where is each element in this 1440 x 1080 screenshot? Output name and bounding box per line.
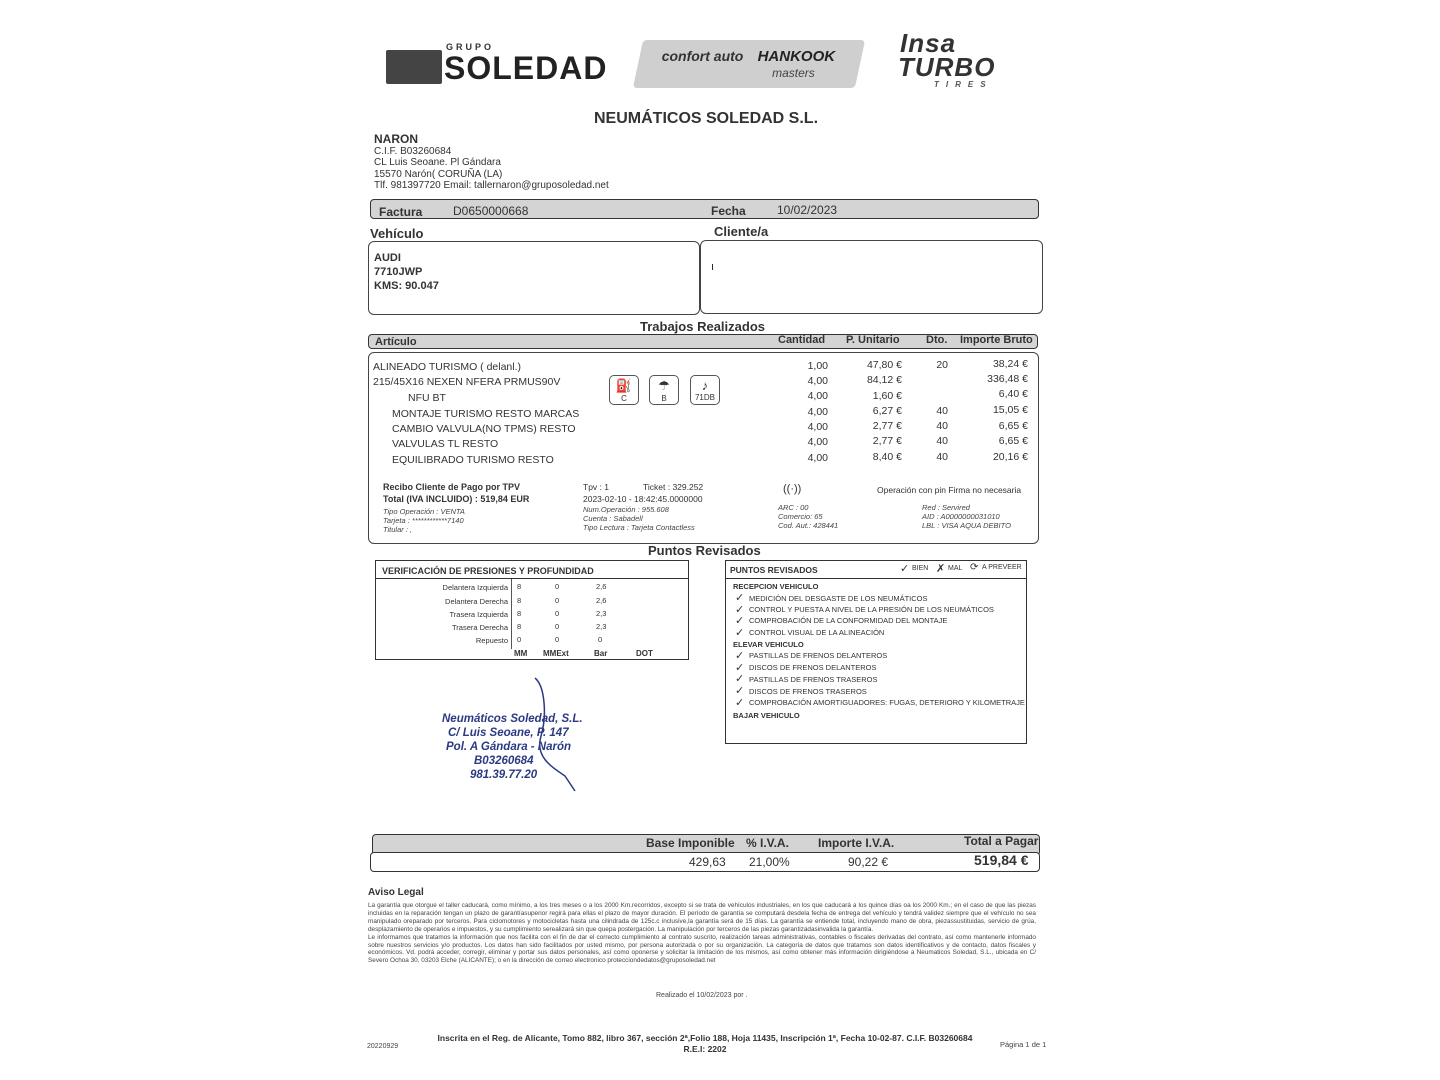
client-box bbox=[700, 240, 1043, 314]
tpv-comercio: Comercio: 65 bbox=[778, 512, 823, 521]
fecha-value: 10/02/2023 bbox=[777, 203, 838, 217]
fuel-efficiency-label bbox=[609, 375, 639, 405]
fuel-class: C bbox=[621, 394, 627, 403]
soledad-logo bbox=[386, 42, 608, 88]
pressure-bar: 2,6 bbox=[596, 582, 607, 591]
check-icon: ✓ bbox=[735, 592, 745, 604]
col-articulo: Artículo bbox=[375, 336, 417, 348]
tpv-pin-note: Operación con pin Firma no necesaria bbox=[877, 485, 1022, 495]
legal-paragraph: La garantía que otorgue el taller caducará, como mínimo, a los tres meses o a los 2000 Km.recorridos, excepto si se trata de vehículos industriales, en los que caducará a los quince días oa los 2000 Km.; en el caso de que las piezas incluidas en la reparación tengan un plazo de garantíasuperior regirá para ellas el plazo de mayor duración. El período de garantía se computará desdela fecha de entrega del vehículo y tendrá validez siempre que el vehículo no sea manipulado oreparado por terceros. Para ciclomotores y motocicletas hasta una cilindrada de 125c.c inclusive,la garantía será de 15 días. La garantía se entiende total, incluyendo mano de obra, piezassustituidas, servicio de grúa, desplazamiento de operarios e impuestos, y su cumplimiento serealizará sin que quepa postergación. La manipulación por terceros de las piezas garantizadasinvalida la garantía. bbox=[368, 902, 1036, 933]
page-number: Página 1 de 1 bbox=[1000, 1040, 1047, 1049]
row-total: 6,65 € bbox=[998, 435, 1028, 447]
row-desc: ALINEADO TURISMO ( delanl.) bbox=[373, 361, 522, 373]
review-item: COMPROBACIÓN DE LA CONFORMIDAD DEL MONTAJE bbox=[749, 616, 948, 625]
row-unit: 47,80 € bbox=[866, 359, 902, 371]
col-unitario: P. Unitario bbox=[846, 334, 900, 346]
pressure-label: Delantera Derecha bbox=[445, 597, 508, 606]
legend-bad: MAL bbox=[948, 565, 963, 572]
row-desc: MONTAJE TURISMO RESTO MARCAS bbox=[392, 408, 580, 420]
pressure-mmext: 0 bbox=[555, 596, 560, 605]
review-item: PASTILLAS DE FRENOS DELANTEROS bbox=[749, 651, 888, 660]
pressure-divider bbox=[511, 579, 512, 649]
row-qty: 1,00 bbox=[807, 360, 828, 372]
row-total: 336,48 € bbox=[987, 373, 1028, 385]
noise-label bbox=[690, 375, 720, 405]
realizado-text: Realizado el 10/02/2023 por . bbox=[656, 992, 748, 999]
row-qty: 4,00 bbox=[807, 436, 828, 448]
base-value: 429,63 bbox=[689, 855, 726, 869]
row-dto: 20 bbox=[936, 359, 948, 371]
pressure-header: VERIFICACIÓN DE PRESIONES Y PROFUNDIDAD bbox=[376, 561, 688, 579]
row-total: 6,40 € bbox=[998, 388, 1028, 400]
review-section-lift: ELEVAR VEHICULO bbox=[733, 640, 804, 649]
row-unit: 1,60 € bbox=[872, 390, 902, 402]
tpv-title: Recibo Cliente de Pago por TPV bbox=[383, 482, 521, 492]
iva-pct-label: % I.V.A. bbox=[746, 836, 789, 850]
tires-text: TIRES bbox=[934, 80, 993, 89]
vehicle-plate: 7710JWP bbox=[374, 266, 423, 278]
vehicle-details bbox=[374, 251, 439, 293]
wet-class: B bbox=[661, 394, 667, 403]
row-total: 38,24 € bbox=[992, 358, 1028, 370]
check-icon: ✓ bbox=[735, 615, 745, 627]
row-unit: 6,27 € bbox=[872, 405, 902, 417]
company-address bbox=[374, 134, 609, 192]
pressure-label: Trasera Derecha bbox=[452, 623, 508, 632]
pressure-mm: 8 bbox=[517, 609, 522, 618]
review-item: CONTROL Y PUESTA A NIVEL DE LA PRESIÓN DE LOS NEUMÁTICOS bbox=[749, 605, 994, 614]
confort-auto-text: confort auto bbox=[661, 48, 744, 64]
tpv-cod-aut: Cod. Aut.: 428441 bbox=[778, 521, 839, 530]
legend-ok: BIEN bbox=[912, 565, 929, 572]
review-item: MEDICIÓN DEL DESGASTE DE LOS NEUMÁTICOS bbox=[749, 594, 928, 603]
col-dot: DOT bbox=[636, 649, 653, 658]
tpv-ticket: Ticket : 329.252 bbox=[643, 482, 704, 492]
tpv-datetime: 2023-02-10 - 18:42:45.0000000 bbox=[583, 494, 703, 504]
pressure-mmext: 0 bbox=[555, 635, 560, 644]
iva-label: Importe I.V.A. bbox=[818, 836, 895, 850]
row-qty: 4,00 bbox=[807, 375, 828, 387]
hankook-text: HANKOOK bbox=[757, 48, 836, 65]
check-icon: ✓ bbox=[900, 563, 910, 575]
vehicle-make: AUDI bbox=[374, 252, 401, 264]
branch-name: NARON bbox=[374, 132, 418, 146]
hankook-masters-text: masters bbox=[772, 66, 815, 80]
stamp-line: 981.39.77.20 bbox=[470, 769, 538, 781]
vehicle-label: Vehículo bbox=[370, 226, 424, 241]
fuel-pump-icon: ⛽ bbox=[615, 378, 633, 393]
col-importe: Importe Bruto bbox=[960, 334, 1033, 346]
registry-text: Inscrita en el Reg. de Alicante, Tomo 882, libro 367, sección 2ª,Folio 188, Hoja 11435, Inscripción 1ª, Fecha 10-02-87. C.I.F. B03260684 bbox=[437, 1033, 973, 1043]
pressure-bar: 2,6 bbox=[596, 596, 607, 605]
doc-code: 20220929 bbox=[367, 1043, 399, 1050]
insa-turbo-logo bbox=[898, 28, 1020, 92]
row-desc: CAMBIO VALVULA(NO TPMS) RESTO bbox=[392, 423, 576, 435]
row-total: 15,05 € bbox=[992, 404, 1028, 416]
review-header bbox=[726, 561, 1026, 579]
row-dto: 40 bbox=[936, 451, 948, 463]
stamp-line: B03260684 bbox=[474, 755, 534, 767]
eagle-icon bbox=[386, 50, 442, 84]
row-dto: 40 bbox=[936, 435, 948, 447]
row-qty: 4,00 bbox=[807, 406, 828, 418]
row-desc: VALVULAS TL RESTO bbox=[392, 438, 499, 450]
tpv-red: Red : Servired bbox=[922, 503, 970, 512]
review-section-reception: RECEPCION VEHICULO bbox=[733, 582, 819, 591]
tpv-num-op: Num.Operación : 955.608 bbox=[583, 505, 669, 514]
vehicle-kms: KMS: 90.047 bbox=[374, 280, 439, 292]
client-mark: ı bbox=[711, 261, 715, 273]
legal-paragraph: Le informamos que tratamos la información que nos facilita con el fin de dar el correcto cumplimiento al contrato suscrito, realización tareas administrativas, contables o fiscales derivadas del contrato, así como mantenerle informado sobre nuestros servicios y/o productos. Los datos han sido facilitados por usted mismo, por persona autorizada o por su organización. La categoría de datos que tratamos son datos identificativos y de contacto, datos fiscales y económicos. Vd. podrá acceder, corregir, eliminar y portar sus datos personales, así como oponerse y solicitar la limitación de los mismos, así como obtener más información dirigiéndose a Neumaticos Soledad, S.L., ubicada en C/ Severo Ochoa 30, 03203 Elche (ALICANTE); o en la dirección de correo electronico protecciondedatos@gruposoledad.net bbox=[368, 933, 1036, 965]
col-mmext: MMExt bbox=[543, 649, 569, 658]
row-desc: NFU BT bbox=[408, 392, 446, 404]
legend-prev: A PREVEER bbox=[982, 564, 1022, 571]
check-icon: ✓ bbox=[735, 604, 745, 616]
review-item: PASTILLAS DE FRENOS TRASEROS bbox=[749, 675, 878, 684]
iva-pct-value: 21,00% bbox=[749, 855, 790, 869]
checks-title: Puntos Revisados bbox=[648, 543, 761, 558]
row-dto: 40 bbox=[936, 420, 948, 432]
pressure-bar: 0 bbox=[598, 635, 603, 644]
tpv-arc: ARC : 00 bbox=[778, 503, 809, 512]
company-cif: C.I.F. B03260684 bbox=[374, 145, 452, 157]
pressure-label: Repuesto bbox=[475, 636, 508, 645]
col-bar: Bar bbox=[594, 649, 608, 658]
stamp-line: Pol. A Gándara - Narón bbox=[446, 741, 572, 753]
tpv-cuenta: Cuenta : Sabadell bbox=[583, 514, 643, 523]
tpv-tipo: Tipo Operación : VENTA bbox=[383, 507, 465, 516]
col-dto: Dto. bbox=[926, 334, 948, 346]
confort-hankook-logo bbox=[633, 40, 865, 88]
noise-class: 71DB bbox=[694, 393, 715, 402]
factura-label: Factura bbox=[379, 205, 423, 219]
row-total: 20,16 € bbox=[992, 451, 1028, 463]
iva-value: 90,22 € bbox=[848, 855, 889, 869]
tpv-number: Tpv : 1 bbox=[583, 482, 609, 492]
pressure-mm: 0 bbox=[517, 635, 522, 644]
company-title: NEUMÁTICOS SOLEDAD S.L. bbox=[594, 110, 819, 127]
pressure-bar: 2,3 bbox=[596, 609, 607, 618]
stamp-line: C/ Luis Seoane, P. 147 bbox=[448, 727, 569, 739]
review-section-lower: BAJAR VEHICULO bbox=[733, 711, 800, 720]
rei-text: R.E.I: 2202 bbox=[683, 1044, 727, 1054]
row-dto: 40 bbox=[936, 405, 948, 417]
insa-text: Insa bbox=[900, 28, 957, 58]
tpv-aid: AID : A0000000031010 bbox=[922, 512, 1000, 521]
row-unit: 8,40 € bbox=[872, 451, 902, 463]
tpv-total: Total (IVA INCLUIDO) : 519,84 EUR bbox=[383, 494, 530, 504]
pressure-label: Trasera Izquierda bbox=[449, 610, 508, 619]
review-item: DISCOS DE FRENOS DELANTEROS bbox=[749, 663, 877, 672]
legal-title: Aviso Legal bbox=[368, 887, 424, 898]
check-icon: ✓ bbox=[735, 673, 745, 685]
tpv-lectura: Tipo Lectura : Tarjeta Contactless bbox=[583, 523, 695, 532]
check-icon: ✓ bbox=[735, 627, 745, 639]
company-contact: Tlf. 981397720 Email: tallernaron@gruposoledad.net bbox=[374, 180, 609, 191]
company-city: 15570 Narón( CORUÑA (LA) bbox=[374, 168, 503, 180]
factura-number: D0650000668 bbox=[453, 204, 529, 218]
row-qty: 4,00 bbox=[807, 421, 828, 433]
pressure-mm: 8 bbox=[517, 596, 522, 605]
base-label: Base Imponible bbox=[646, 836, 735, 850]
row-qty: 4,00 bbox=[807, 452, 828, 464]
row-unit: 2,77 € bbox=[872, 420, 902, 432]
review-item: CONTROL VISUAL DE LA ALINEACIÓN bbox=[749, 628, 885, 637]
row-unit: 84,12 € bbox=[866, 374, 902, 386]
pressure-mm: 8 bbox=[517, 582, 522, 591]
client-label: Cliente/a bbox=[714, 224, 769, 239]
review-item: DISCOS DE FRENOS TRASEROS bbox=[749, 687, 867, 696]
stamp-line: Neumáticos Soledad, S.L. bbox=[442, 713, 583, 725]
review-title: PUNTOS REVISADOS bbox=[730, 565, 818, 575]
check-icon: ✓ bbox=[735, 650, 745, 662]
row-desc: 215/45X16 NEXEN NFERA PRMUS90V bbox=[373, 376, 561, 388]
row-total: 6,65 € bbox=[998, 420, 1028, 432]
tpv-tarjeta: Tarjeta : ************7140 bbox=[383, 516, 464, 525]
pressure-mmext: 0 bbox=[555, 622, 560, 631]
speaker-icon: ♪ bbox=[701, 378, 709, 393]
contactless-icon: ((·)) bbox=[783, 483, 802, 495]
check-icon: ✓ bbox=[735, 685, 745, 697]
company-street: CL Luis Seoane. Pl Gándara bbox=[374, 157, 501, 168]
logo-grupo-text: GRUPO bbox=[446, 42, 495, 52]
pressure-mm: 8 bbox=[517, 622, 522, 631]
registry-footer bbox=[400, 1033, 1010, 1055]
review-item: COMPROBACIÓN AMORTIGUADORES: FUGAS, DETERIORO Y KILOMETRAJE bbox=[749, 698, 1025, 707]
total-label: Total a Pagar bbox=[964, 834, 1039, 848]
check-icon: ✓ bbox=[735, 697, 745, 709]
rain-icon: ☂ bbox=[658, 378, 670, 393]
row-qty: 4,00 bbox=[807, 390, 828, 402]
refresh-icon: ⟳ bbox=[970, 562, 979, 573]
tpv-titular: Titular : , bbox=[383, 525, 413, 534]
fecha-label: Fecha bbox=[711, 204, 746, 218]
pressure-bar: 2,3 bbox=[596, 622, 607, 631]
check-icon: ✓ bbox=[735, 662, 745, 674]
cross-icon: ✗ bbox=[936, 563, 946, 575]
company-stamp bbox=[442, 712, 583, 782]
row-unit: 2,77 € bbox=[872, 435, 902, 447]
total-value: 519,84 € bbox=[974, 852, 1029, 868]
pressure-label: Delantera Izquierda bbox=[442, 583, 508, 592]
pressure-mmext: 0 bbox=[555, 609, 560, 618]
works-title: Trabajos Realizados bbox=[640, 319, 765, 334]
col-mm: MM bbox=[514, 649, 528, 658]
pressure-mmext: 0 bbox=[555, 582, 560, 591]
wet-grip-label bbox=[649, 375, 679, 405]
logo-soledad-text: SOLEDAD bbox=[444, 50, 608, 86]
turbo-text: TURBO bbox=[898, 52, 996, 82]
tpv-lbl: LBL : VISA AQUA DEBITO bbox=[922, 521, 1011, 530]
col-cantidad: Cantidad bbox=[778, 334, 826, 346]
row-desc: EQUILIBRADO TURISMO RESTO bbox=[392, 454, 554, 466]
invoice-bar bbox=[370, 199, 1039, 219]
legal-text bbox=[368, 902, 1036, 965]
